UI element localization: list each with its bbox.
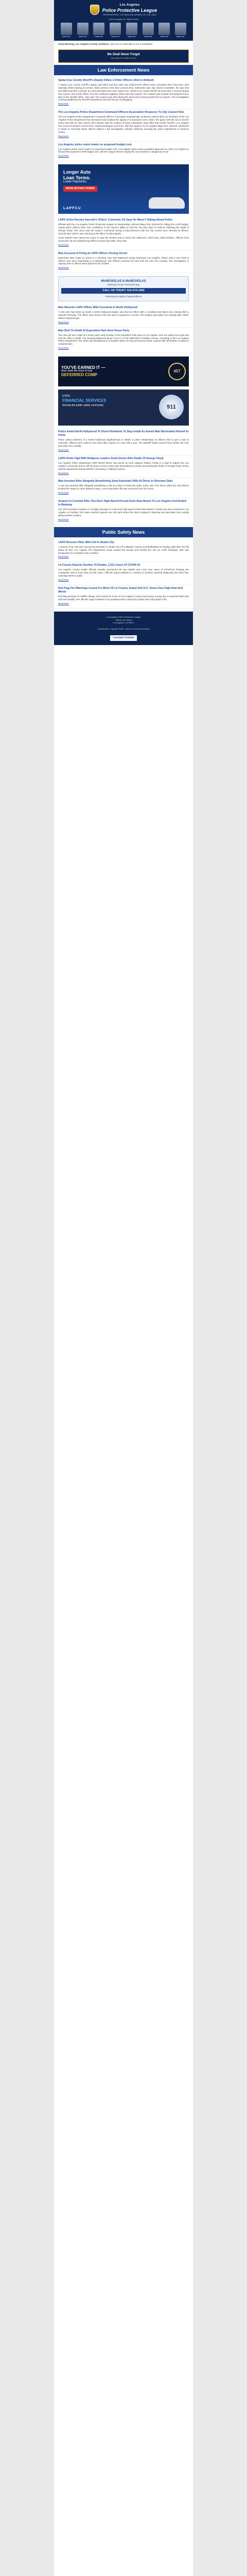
org-line1: Los Angeles [119,4,140,7]
read-more-link[interactable]: Read More [58,602,69,605]
story-title[interactable]: LAPD Holds Vigil With Religious Leaders Amid Unrest After Death Of George Floyd [58,456,164,460]
story-body: A Santa Cruz County sheriff's deputy was killed and two other law enforcement officers were wounded when they were shot Saturday while tracking an armed, erratic person in the Ben Lomond area, authorities said. Sgt. Damon Gutzwiller, 38, was shot and killed near Ben Lomond, an unincorporated area near Santa Cruz. Santa Cruz County Sheriff Jim Hart said. A second deputy was injured, and a third officer from the California Highway Patrol was also injured. The suspect was located and detained hours later at the sheriff's office, Hart said. The suspect was shot during the arrest and is being treated for his injuries. The investigation is being handled by the Sheriff's Department and the FBI are investigating. [58,83,189,101]
ad-phone-button[interactable]: CALL US TODAY! 310-474-1582 [61,288,186,294]
ad-logo: LAPFCU [63,206,81,210]
newsletter [54,0,193,2576]
list-item [54,478,193,498]
avatar [175,23,186,35]
list-item [54,304,193,328]
read-more-link[interactable]: Read More [58,320,69,324]
story-body: The Los Angeles Police Department Command Officers Association emphatically condemns actions taken by members of the Los Angeles Police Department that demeaned and violated the dignity of a deceased crime victim. We agree with the City Council's action and that we have severe their dispute with the conduct of these individuals. Days after that horrific incident, Los Angeles City Council members Curren Price, Monica Rodriguez and Price, with the support of Los Angeles Mayor Eric Garcetti, introduced a motion to terminate these officers without a full investigation, thereby indirectly accusing the police department of systemic racism. [58,115,189,133]
story-body: Los Angeles County Health officials Sunday announced 25 new deaths and 1,511 new cases of COVID-19, bringing the countywide total to more than 61,000 cases. Officials urged residents to continue to practice physical distancing and wear face coverings while in public. [58,568,189,578]
story-title[interactable]: Los Angeles police union leader on proposed budget cuts [58,143,132,146]
footer: Los Angeles Police Protective League 1308 W. 8th Street Los Angeles, CA 90017 Unsubscribe • Update Profile • About our service provider Constant Contact [54,612,193,645]
story-body: Red flag warnings for wildfire danger were issued for much of Los Angeles County and Orange County due to expected high heat and low humidity. Fire officials urged residents to be prepared and to avoid any activity that could spark a fire. [58,595,189,601]
list-item [54,77,193,109]
story-title[interactable]: LAPD Union Decries Garcetti's 'Killers' Comment; He Says He Wasn't Talking About Police [58,218,173,222]
story-body: Union leaders have asked the mayor to stop the rhetoric and to retract the statement, which they called divisive. Officers from across the city are working long shifts to protect the public, they said. [58,236,189,242]
story-body: A woman in her 20s was rescued by helicopter in Studio City off Coldwater Canyon and Mulholland on Sunday night after she fell about 50 feet. Los Angeles Fire Department crews located the woman and hoisted her into an LAFD helicopter. She was transported to a hospital in fair condition. [58,545,189,554]
board-member: DIRECTOR [125,23,139,38]
story-body: Officials with the Los Angeles Police Protective League on Wednesday criticized Mayor Eric Garcetti for calling the LAPD budget, saying police officers have zero confidence in the mayor's ability to lead the city after days of violence following the death of George Floyd. The union said the mayor's comments during a teleconference with the city council were directed at officers. Garcetti later said he was referring to the officer in Minneapolis. [58,223,189,235]
list-item [54,585,193,609]
story-body: A man was arrested after allegedly brandishing a rifle at a driver in Sherman Oaks, police said. The driver called 911 and officers located the suspect a short distance away. A semi-automatic rifle was recovered from the scene. [58,484,189,490]
list-item [54,455,193,479]
greeting: Good Morning, Los Angeles County residents, click here to subscribe to our e-newsletter. [58,43,153,46]
board-member: DIRECTOR [108,23,122,38]
story-title[interactable]: Red Flag Fire Warnings Issued For Much Of LA County, Inland And O.C. Areas Face High Heat And Winds [58,586,183,594]
story-body: Police asked residents of a North Hollywood neighborhood to shelter in place Wednesday as officers tried to get a man to surrender. Officers were called to the home after reports of a man with a gun. The standoff lasted several hours before the man was taken into custody. [58,438,189,447]
story-title[interactable]: The Los Angeles Police Department Command Officers Association Response To City Council Vote [58,111,184,114]
list-item [54,109,193,141]
avatar [110,23,121,35]
read-more-link[interactable]: Read More [58,155,69,158]
emergency-911-icon: 911 [159,395,184,419]
story-body: Detectives have made an arrest in a shooting case that happened during downtown Los Angeles. Police said a man fired at officers who were responding to a disturbance call. Officers returned fire and took the man into custody. The investigation is ongoing and no officers were injured in the incident. [58,256,189,265]
car-icon [149,197,185,209]
avatar [93,23,104,35]
story-body: Two men got into a fight at a house party early Sunday in the Exposition Park area of Los Angeles, and one pulled out a gun and shot the other to death. The shooting happened about 1:10 a.m. in the 4600 block of Dalton Avenue, according to the Los Angeles Police Department. The victim was transported to a hospital, where he was pronounced dead. Anyone with information is asked to call detectives. [58,333,189,346]
list-item [54,498,193,525]
read-more-link[interactable]: Read More [58,266,69,269]
list-item [54,250,193,274]
story-body: The CHP arrested a suspect in a Dodge Durango in a two-hour high-speed chase that started in Santa Ana and continued to Los Angeles on Sunday. The chase reached speeds over 100 mph before the driver stopped in Banning and was taken into custody without further incident. [58,507,189,517]
board-member: DIRECTOR [76,23,90,38]
avatar [77,23,89,35]
subscribe-link[interactable]: click here [110,43,120,46]
board-member: DIRECTOR [59,23,74,38]
read-more-link[interactable]: Read More [58,448,69,451]
board-member: DIRECTOR [92,23,106,38]
read-more-link[interactable]: Read More [58,471,69,474]
avatar [143,23,154,35]
board-member: DIRECTOR [173,23,188,38]
ad-law-firm[interactable]: McNICHOLAS & McNICHOLAS Attorneys at Law • Personal Injury CALL US TODAY! 310-474-1582 Protecting the rights of injured officers [58,276,189,301]
ad-auto-loan[interactable]: Longer Auto Loan Terms. Lower Payments. MORE BUYING POWER LAPFCU [58,164,189,214]
board-member: DIRECTOR [157,23,171,38]
ad-deferred-comp[interactable]: YOU'VE EARNED IT — Now make the most of your DEFERRED COMP 457 [58,357,189,386]
read-more-link[interactable]: Read More [58,103,69,106]
read-more-link[interactable]: Read More [58,555,69,558]
memorial-banner[interactable]: We Shall Never Forget Honoring Our Fallen Heroes [58,49,189,62]
plan-badge-icon: 457 [168,363,186,380]
board-member: DIRECTOR [141,23,155,38]
read-more-link[interactable]: Read More [58,347,69,350]
lappl-badge-icon [90,5,99,15]
story-body: Los Angeles Police Department Chief Michel Moore was joined by local religious leaders Friday in a vigil to support the Los Angeles community and to call for peace as the country was devastated by events surrounding the death of George Floyd. Moore said the department stands with the community in calling for justice. [58,461,189,470]
brand[interactable] [57,3,190,16]
avatar [61,23,72,35]
story-title[interactable]: Santa Cruz County Sheriff's Deputy Killed, 2 Other Officers Shot In Ambush [58,78,154,82]
read-more-link[interactable]: Read More [58,518,69,521]
avatar [158,23,170,35]
ad-financial-services[interactable]: STATE FINANCIAL SERVICES Serving the public safety community 911 [58,389,189,426]
section-header-law-enforcement: Law Enforcement News [54,65,193,75]
read-more-link[interactable]: Read More [58,579,69,582]
list-item [54,562,193,585]
org-line3: REPRESENTING THE MEN AND WOMEN OF THE LAPD [102,13,157,16]
section-header-public-safety: Public Safety News [54,527,193,537]
story-title[interactable]: Man Arrested After Allegedly Brandishing Semi-Automatic Rifle At Driver In Sherman Oaks [58,480,173,483]
list-item [54,429,193,455]
story-title[interactable]: Suspect In Custody After Two-Hour High-Speed Pursuit Ends Near Beach To Los Angeles And Ended In Banning [58,499,186,506]
avatar [126,23,137,35]
story-title[interactable]: Man Wounds LAPD Officer With Crossbow In North Hollywood [58,306,138,309]
read-more-link[interactable]: Read More [58,243,69,246]
story-title[interactable]: Man Shot To Death At Exposition Park Area House Party [58,329,130,332]
org-line2: Police Protective League [102,8,157,13]
story-body: Los Angeles police union leader on proposed budget cuts: Los Angeles police union president appeared on CBS Los Angeles to discuss the proposed LAPD budget cuts, with the League director saying the cuts would be a dangerous move. [58,147,189,154]
story-title[interactable]: Police Asked North Hollywood To Divert Residents To Stay Inside As Armed Man Barricaded Himself In Home [58,430,189,437]
read-more-link[interactable]: Read More [58,134,69,138]
board-label: LAPPL BOARD OF DIRECTORS [108,18,139,21]
list-item [54,142,193,162]
story-title[interactable]: LA County Reports Another 25 Deaths, 1,511 Cases Of COVID-19 [58,564,140,567]
list-item [54,539,193,563]
board-photos [57,21,190,39]
list-item [54,217,193,250]
constant-contact-logo[interactable]: Constant Contact [110,635,137,641]
ad-cta-button[interactable]: MORE BUYING POWER [63,186,97,192]
story-title[interactable]: Man Accused of Firing at LAPD Officers During Unrest [58,251,128,255]
footer-links[interactable]: Unsubscribe • Update Profile • About our service provider [97,627,150,630]
story-body: A man who had holed up inside a North Hollywood duplex and shot an officer with a crossbow was taken into custody after a standoff Thursday. The officer was struck in the arm and is expected to recover. The suspect was taken into custody after SWAT officers deployed gas. [58,311,189,319]
list-item [54,328,193,354]
header [54,0,193,41]
read-more-link[interactable]: Read More [58,492,69,495]
story-title[interactable]: LAFD Rescues Hiker Who Fell In Studio City [58,540,114,544]
